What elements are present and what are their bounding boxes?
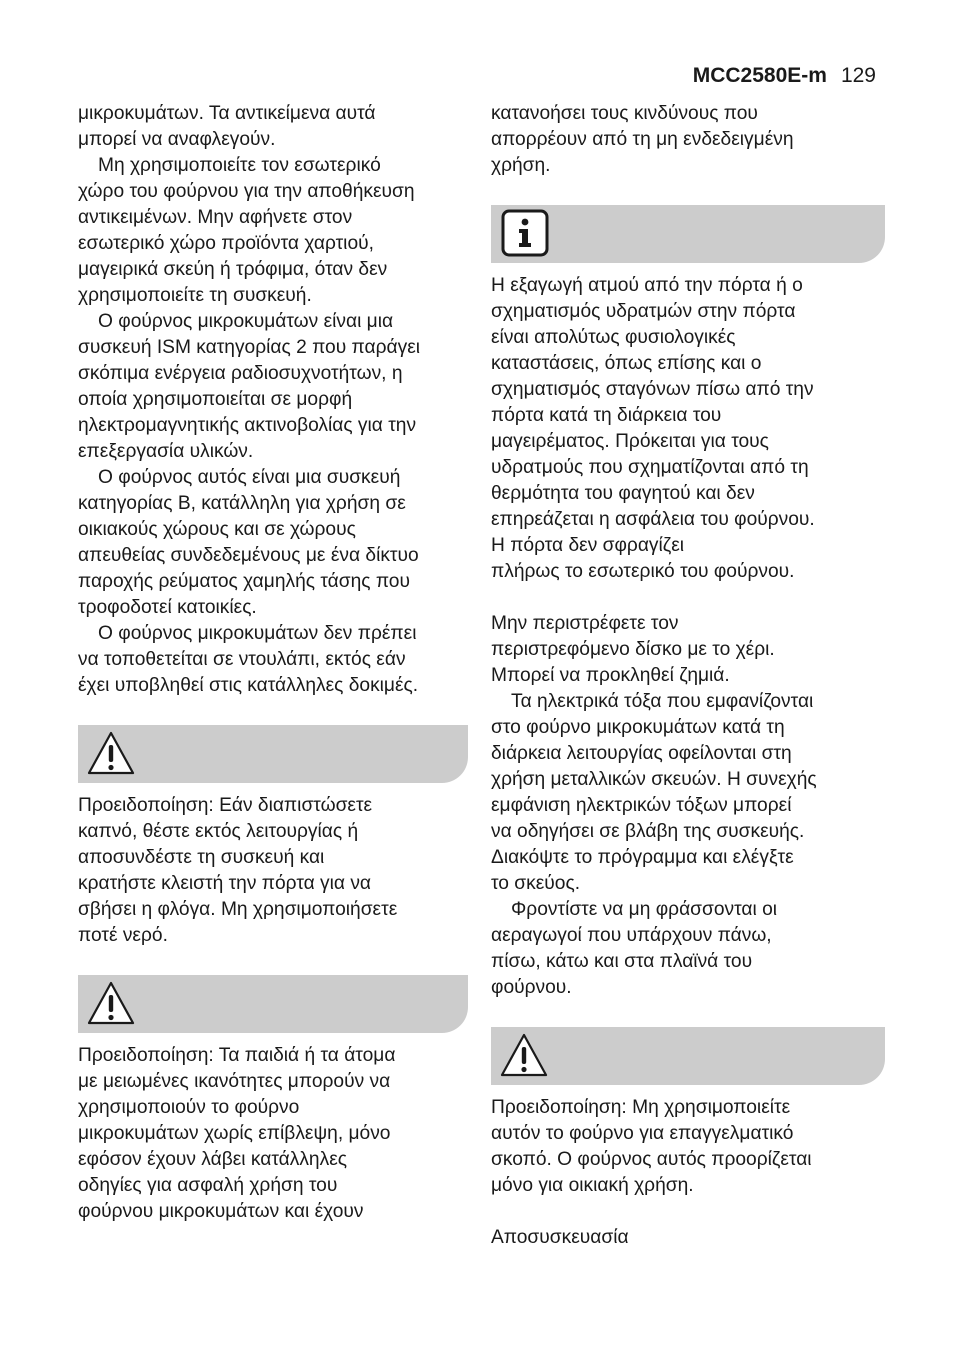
- paragraph-flammable: μικροκυμάτων. Τα αντικείμενα αυτά μπορεί να αναφλεγούν.: [78, 103, 376, 150]
- warning-triangle-icon: [86, 979, 136, 1029]
- paragraph-cabinet: Ο φούρνος μικροκυμάτων δεν πρέπει να τοποθετείται σε ντουλάπι, εκτός εάν έχει υποβληθεί στις κατάλληλες δοκιμές.: [78, 623, 419, 696]
- info-text-steam: Η εξαγωγή ατμού από την πόρτα ή ο σχηματισμός υδρατμών στην πόρτα είναι απολύτως φυσιολογικές καταστάσεις, όπως επίσης και ο σχηματισμός σταγόνων πίσω από την πόρτα κατά τη διάρκεια του μαγειρέματος. Πρόκειται για τους υδρατμούς που σχηματίζονται από τη θερμότητα του φαγητού και δεν επηρεάζεται η ασφάλεια του φούρνου. Η πόρτα δεν σφραγίζει πλήρως το εσωτερικό του φούρνου.: [491, 275, 815, 582]
- warning-triangle-icon: [499, 1031, 549, 1081]
- warning-text-smoke: Προειδοποίηση: Εάν διαπιστώσετε καπνό, θέστε εκτός λειτουργίας ή αποσυνδέστε τη συσκευή και κρατήστε κλειστή την πόρτα για να σβήσει η φλόγα. Μη χρησιμοποιήσετε ποτέ νερό.: [78, 795, 398, 946]
- warning-box-children: [78, 975, 468, 1033]
- paragraph-storage: Μη χρησιμοποιείτε τον εσωτερικό χώρο του φούρνου για την αποθήκευση αντικειμένων. Μην αφήνετε στον εσωτερικό χώρο προϊόντα χαρτιού, μαγειρικά σκεύη ή τρόφιμα, όταν δεν χρησιμοποιείτε τη συσκευή.: [78, 155, 415, 306]
- warning-triangle-icon: [86, 729, 136, 779]
- right-column: [491, 101, 885, 1251]
- paragraph-risks: κατανοήσει τους κινδύνους που απορρέουν από τη μη ενδεδειγμένη χρήση.: [491, 103, 794, 176]
- info-icon: [501, 209, 549, 257]
- left-column: [78, 101, 468, 1225]
- paragraph-arcs: Τα ηλεκτρικά τόξα που εμφανίζονται στο φούρνο μικροκυμάτων κατά τη διάρκεια λειτουργίας οφείλονται στη χρήση μεταλλικών σκευών. Η συνεχής εμφάνιση ηλεκτρικών τόξων μπορεί να οδηγήσει σε βλάβη της συσκευής. Διακόψτε το πρόγραμμα και ελέγξτε το σκεύος.: [491, 691, 817, 894]
- paragraph-class-b: Ο φούρνος αυτός είναι μια συσκευή κατηγορίας B, κατάλληλη για χρήση σε οικιακούς χώρους και σε χώρους απευθείας συνδεδεμένους με ένα δίκτυο παροχής ρεύματος χαμηλής τάσης που τροφοδοτεί κατοικίες.: [78, 467, 419, 618]
- page-header: [693, 64, 876, 88]
- paragraph-vents: Φροντίστε να μη φράσσονται οι αεραγωγοί που υπάρχουν πάνω, πίσω, κάτω και στα πλαϊνά του φούρνου.: [491, 899, 778, 998]
- warning-text-children: Προειδοποίηση: Τα παιδιά ή τα άτομα με μειωμένες ικανότητες μπορούν να χρησιμοποιούν το φούρνο μικροκυμάτων χωρίς επίβλεψη, μόνο εφόσον έχουν λάβει κατάλληλες οδηγίες για ασφαλή χρήση του φούρνου μικροκυμάτων και έχουν: [78, 1045, 396, 1222]
- paragraph-ism: Ο φούρνος μικροκυμάτων είναι μια συσκευή ISM κατηγορίας 2 που παράγει σκόπιμα ενέργεια ραδιοσυχνοτήτων, η οποία χρησιμοποιείται σε μορφή ηλεκτρομαγνητικής ακτινοβολίας για την επεξεργασία υλικών.: [78, 311, 421, 462]
- warning-box-professional: [491, 1027, 885, 1085]
- paragraph-turntable: Μην περιστρέφετε τον περιστρεφόμενο δίσκο με το χέρι. Μπορεί να προκληθεί ζημιά.: [491, 613, 775, 686]
- info-box-steam: [491, 205, 885, 263]
- page-number: 129: [840, 64, 876, 87]
- warning-box-smoke: [78, 725, 468, 783]
- warning-text-professional: Προειδοποίηση: Μη χρησιμοποιείτε αυτόν το φούρνο για επαγγελματικό σκοπό. Ο φούρνος αυτός προορίζεται μόνο για οικιακή χρήση.: [491, 1097, 812, 1196]
- model-number: MCC2580E-m: [692, 64, 827, 87]
- section-title-unpacking: Αποσυσκευασία: [491, 1227, 629, 1248]
